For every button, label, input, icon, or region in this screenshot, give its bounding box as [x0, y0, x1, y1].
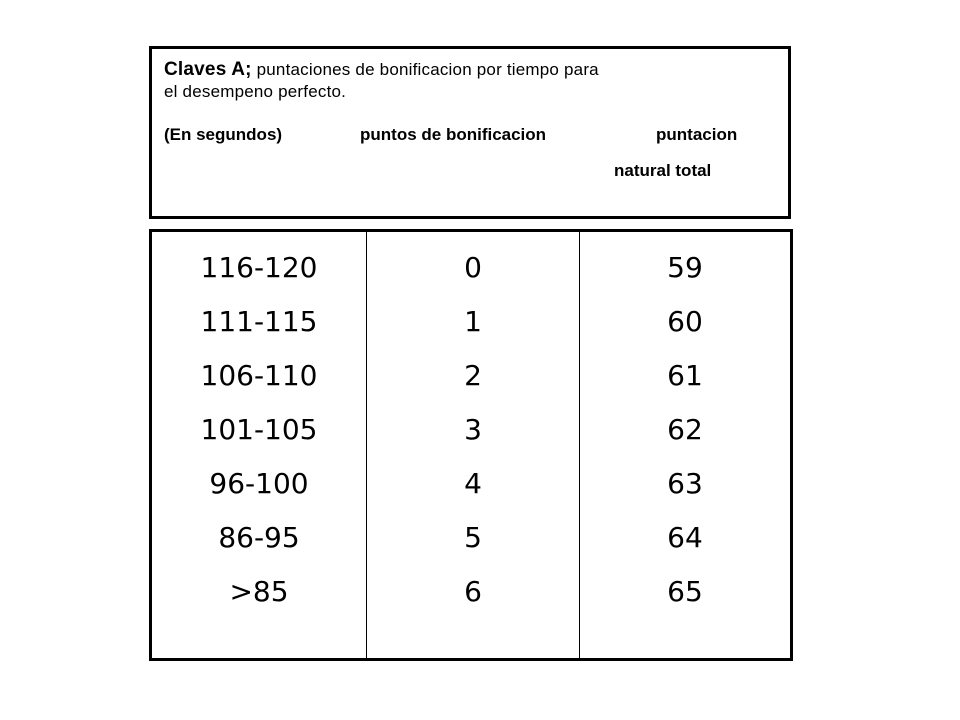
- column-headings: [164, 125, 737, 145]
- cell-points: 4: [464, 467, 482, 500]
- cell-points: 2: [464, 359, 482, 392]
- cell-points: 3: [464, 413, 482, 446]
- heading-score-line-2: natural total: [614, 161, 712, 180]
- column-points: [367, 232, 580, 658]
- cell-points: 0: [464, 251, 482, 284]
- data-table: [149, 229, 793, 661]
- cell-score: 65: [667, 575, 703, 608]
- cell-points: 6: [464, 575, 482, 608]
- title-bold: Claves A;: [164, 59, 252, 80]
- cell-seconds: 116-120: [200, 251, 318, 284]
- column-seconds: [152, 232, 367, 658]
- cell-seconds: >85: [229, 575, 289, 608]
- cell-seconds: 111-115: [200, 305, 318, 338]
- title-line-2: el desempeno perfecto.: [164, 82, 347, 101]
- cell-score: 60: [667, 305, 703, 338]
- cell-score: 61: [667, 359, 703, 392]
- cell-score: 59: [667, 251, 703, 284]
- cell-points: 1: [464, 305, 482, 338]
- header-box: [149, 46, 791, 219]
- cell-points: 5: [464, 521, 482, 554]
- column-scores: [580, 232, 790, 658]
- title: [164, 59, 774, 81]
- heading-score: puntacion: [656, 125, 738, 144]
- heading-seconds: (En segundos): [164, 125, 283, 144]
- cell-seconds: 106-110: [200, 359, 318, 392]
- cell-seconds: 101-105: [200, 413, 318, 446]
- title-rest: puntaciones de bonificacion por tiempo para: [251, 60, 599, 79]
- cell-seconds: 96-100: [209, 467, 309, 500]
- cell-seconds: 86-95: [218, 521, 300, 554]
- cell-score: 64: [667, 521, 703, 554]
- heading-points: puntos de bonificacion: [360, 125, 547, 144]
- cell-score: 62: [667, 413, 703, 446]
- cell-score: 63: [667, 467, 703, 500]
